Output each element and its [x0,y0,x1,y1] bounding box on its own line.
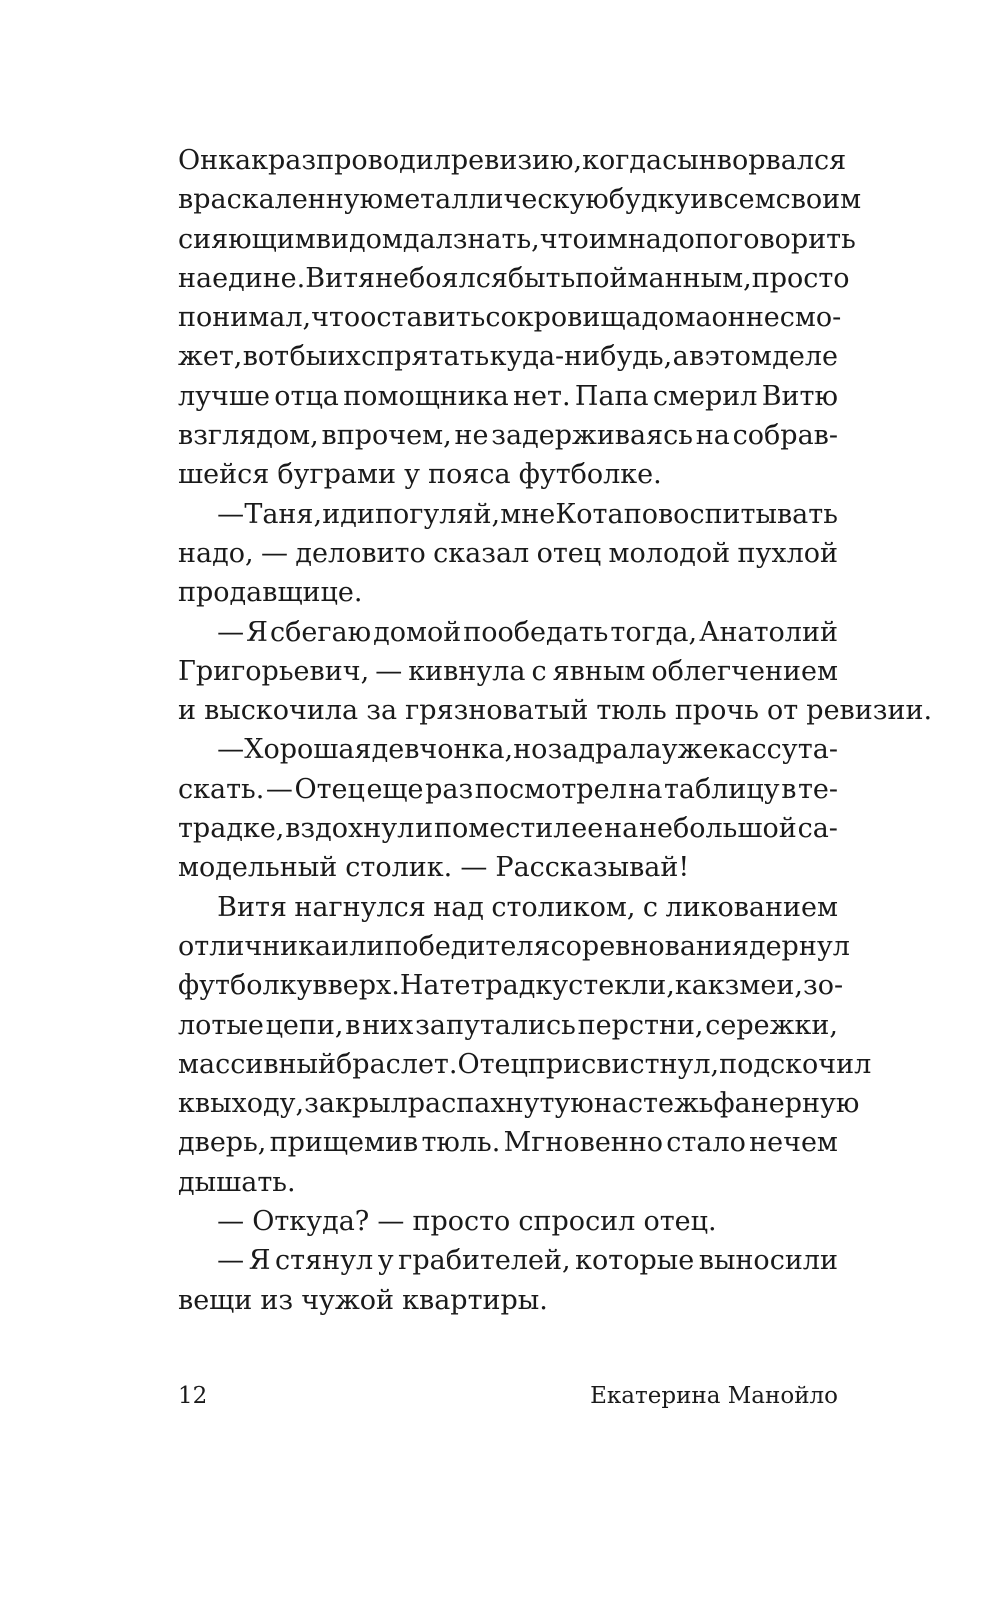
text-line: понимал, что оставить сокровища дома он не смо- [178,302,842,334]
body-text [178,141,933,1320]
text-line: отличника или победителя соревнования дернул [178,930,850,962]
paragraph [178,141,862,495]
text-line: взглядом, впрочем, не задерживаясь на собрав- [178,420,838,452]
text-line: Григорьевич, — кивнула с явным облегчением [178,655,838,687]
text-line: традке, вздохнул и поместил ее на небольшой са- [178,813,838,845]
text-line: и выскочила за грязноватый тюль прочь от ревизии. [178,695,933,727]
paragraph [178,1241,838,1320]
text-line: продавщице. [178,577,363,609]
page-footer [178,1376,838,1416]
text-line: надо, — деловито сказал отец молодой пухлой [178,537,838,569]
text-line: вещи из чужой квартиры. [178,1284,548,1316]
text-line: лучше отца помощника нет. Папа смерил Витю [178,380,838,412]
text-line: футболку вверх. На тетрадку стекли, как змеи, зо- [178,970,844,1002]
text-line: — Таня, иди погуляй, мне Кота повоспитывать [217,498,838,530]
text-line: — Откуда? — просто спросил отец. [217,1206,717,1238]
text-line: дверь, прищемив тюль. Мгновенно стало нечем [178,1127,838,1159]
text-line: — Хорошая девчонка, но задрала уже кассу та- [217,734,838,766]
text-line: лотые цепи, в них запутались перстни, сережки, [178,1009,838,1041]
text-line: — Я сбегаю домой пообедать тогда, Анатолий [217,616,838,648]
text-line: Витя нагнулся над столиком, с ликованием [217,891,838,923]
running-head-author: Екатерина Манойло [590,1383,838,1409]
text-line: скать. — Отец еще раз посмотрел на таблицу в те- [178,773,838,805]
paragraph [178,730,838,887]
text-line: Он как раз проводил ревизию, когда сын ворвался [178,145,847,176]
text-line: жет, вот бы их спрятать куда-нибудь, а в этом деле [178,341,838,373]
text-line: в раскаленную металлическую будку и всем своим [178,184,862,216]
text-line: — Я стянул у грабителей, которые выносили [217,1245,838,1277]
text-line: массивный браслет. Отец присвистнул, подскочил [178,1048,872,1080]
page-number: 12 [178,1383,208,1409]
paragraph [178,888,872,1202]
text-line: модельный столик. — Рассказывай! [178,852,690,884]
text-line: дышать. [178,1166,296,1198]
paragraph [178,495,838,613]
paragraph [178,613,933,731]
text-line: сияющим видом дал знать, что им надо поговорить [178,223,856,255]
text-line: к выходу, закрыл распахнутую настежь фанерную [178,1088,860,1120]
text-line: наедине. Витя не боялся быть пойманным, просто [178,262,850,294]
paragraph [178,1202,838,1241]
text-line: шейся буграми у пояса футболке. [178,459,662,491]
